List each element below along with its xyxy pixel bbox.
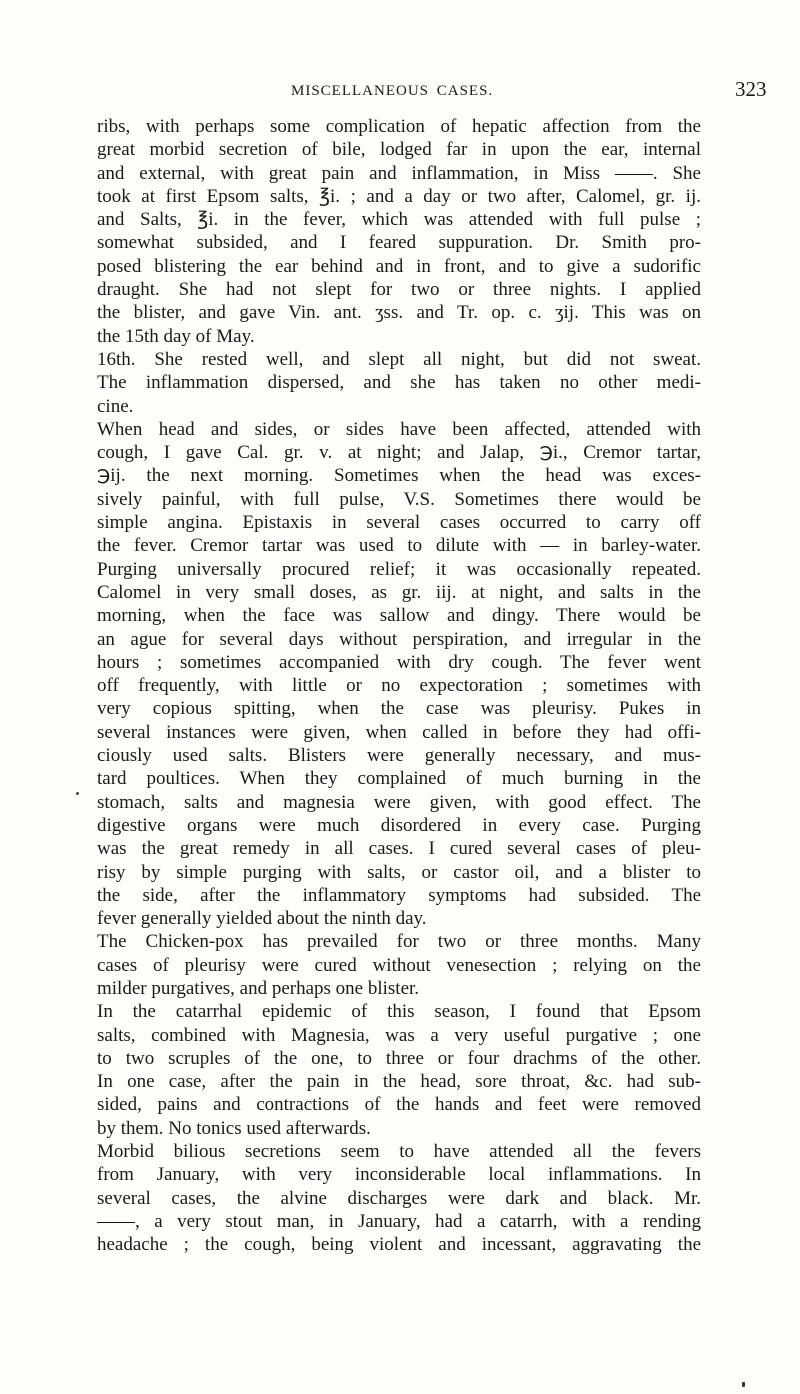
text-line: The Chicken-pox has prevailed for two or three months. Many — [97, 931, 701, 953]
text-line: ℈ij. the next morning. Sometimes when the head was exces- — [97, 465, 701, 487]
text-line: 16th. She rested well, and slept all night, but did not sweat. — [97, 348, 701, 370]
text-line: headache ; the cough, being violent and incessant, aggravating the — [97, 1234, 701, 1256]
text-line: cases of pleurisy were cured without venesection ; relying on the — [97, 954, 701, 976]
paragraph — [97, 1000, 701, 1140]
text-line: Morbid bilious secretions seem to have attended all the fevers — [97, 1141, 701, 1163]
paragraph — [97, 418, 701, 931]
body-text — [97, 115, 701, 1257]
text-line: the side, after the inflammatory symptoms had subsided. The — [97, 884, 701, 906]
text-line: several cases, the alvine discharges were dark and black. Mr. — [97, 1187, 701, 1209]
text-line: ——, a very stout man, in January, had a catarrh, with a rending — [97, 1210, 701, 1232]
text-line: When head and sides, or sides have been affected, attended with — [97, 418, 701, 440]
text-line: sively painful, with full pulse, V.S. Sometimes there would be — [97, 488, 701, 510]
text-line: from January, with very inconsiderable local inflammations. In — [97, 1164, 701, 1186]
text-line: fever generally yielded about the ninth day. — [97, 908, 427, 930]
text-line: morning, when the face was sallow and dingy. There would be — [97, 605, 701, 627]
text-line: cough, I gave Cal. gr. v. at night; and Jalap, ℈i., Cremor tartar, — [97, 442, 701, 464]
running-head — [0, 77, 800, 107]
text-line: sided, pains and contractions of the hands and feet were removed — [97, 1094, 701, 1116]
text-line: ribs, with perhaps some complication of hepatic affection from the — [97, 116, 701, 137]
text-line: risy by simple purging with salts, or castor oil, and a blister to — [97, 861, 701, 883]
text-line: tard poultices. When they complained of much burning in the — [97, 768, 701, 790]
running-title: MISCELLANEOUS CASES. — [291, 83, 494, 99]
text-line: ciously used salts. Blisters were generally necessary, and mus- — [97, 745, 701, 767]
text-line: and external, with great pain and inflammation, in Miss ——. She — [97, 162, 701, 184]
print-speck — [76, 792, 79, 795]
text-line: somewhat subsided, and I feared suppuration. Dr. Smith pro- — [97, 232, 701, 254]
paragraph — [97, 1140, 701, 1256]
text-line: very copious spitting, when the case was pleurisy. Pukes in — [97, 698, 701, 720]
text-line: an ague for several days without perspiration, and irregular in the — [97, 628, 701, 650]
text-line: digestive organs were much disordered in every case. Purging — [97, 814, 701, 836]
text-line: Purging universally procured relief; it was occasionally repeated. — [97, 558, 701, 580]
text-line: cine. — [97, 395, 134, 417]
text-line: draught. She had not slept for two or three nights. I applied — [97, 279, 701, 301]
text-line: milder purgatives, and perhaps one blister. — [97, 977, 420, 999]
text-line: posed blistering the ear behind and in front, and to give a sudorific — [97, 255, 701, 277]
text-line: by them. No tonics used afterwards. — [97, 1117, 371, 1139]
text-line: to two scruples of the one, to three or four drachms of the other. — [97, 1047, 701, 1069]
paragraph — [97, 930, 701, 1000]
text-line: hours ; sometimes accompanied with dry cough. The fever went — [97, 651, 701, 673]
page-number: 323 — [735, 77, 767, 101]
text-line: off frequently, with little or no expectoration ; sometimes with — [97, 675, 701, 697]
text-line: the fever. Cremor tartar was used to dilute with — in barley-water. — [97, 535, 701, 557]
text-line: and Salts, ℥i. in the fever, which was attended with full pulse ; — [97, 209, 701, 231]
text-line: Calomel in very small doses, as gr. iij. at night, and salts in the — [97, 581, 701, 603]
text-line: The inflammation dispersed, and she has taken no other medi- — [97, 372, 701, 394]
paragraph — [97, 348, 701, 418]
text-line: simple angina. Epistaxis in several cases occurred to carry off — [97, 512, 701, 534]
text-line: In one case, after the pain in the head, sore throat, &c. had sub- — [97, 1071, 701, 1093]
text-line: was the great remedy in all cases. I cured several cases of pleu- — [97, 838, 701, 860]
text-line: the blister, and gave Vin. ant. ʒss. and Tr. op. c. ʒij. This was on — [97, 302, 701, 324]
text-line: stomach, salts and magnesia were given, with good effect. The — [97, 791, 701, 813]
text-line: In the catarrhal epidemic of this season, I found that Epsom — [97, 1001, 701, 1023]
text-line: great morbid secretion of bile, lodged far in upon the ear, internal — [97, 139, 701, 161]
paragraph — [97, 115, 701, 348]
text-line: took at first Epsom salts, ℥i. ; and a day or two after, Calomel, gr. ij. — [97, 185, 701, 207]
text-line: several instances were given, when called in before they had offi- — [97, 721, 701, 743]
text-line: salts, combined with Magnesia, was a very useful purgative ; one — [97, 1024, 701, 1046]
text-line: the 15th day of May. — [97, 325, 255, 347]
print-speck — [742, 1382, 745, 1387]
